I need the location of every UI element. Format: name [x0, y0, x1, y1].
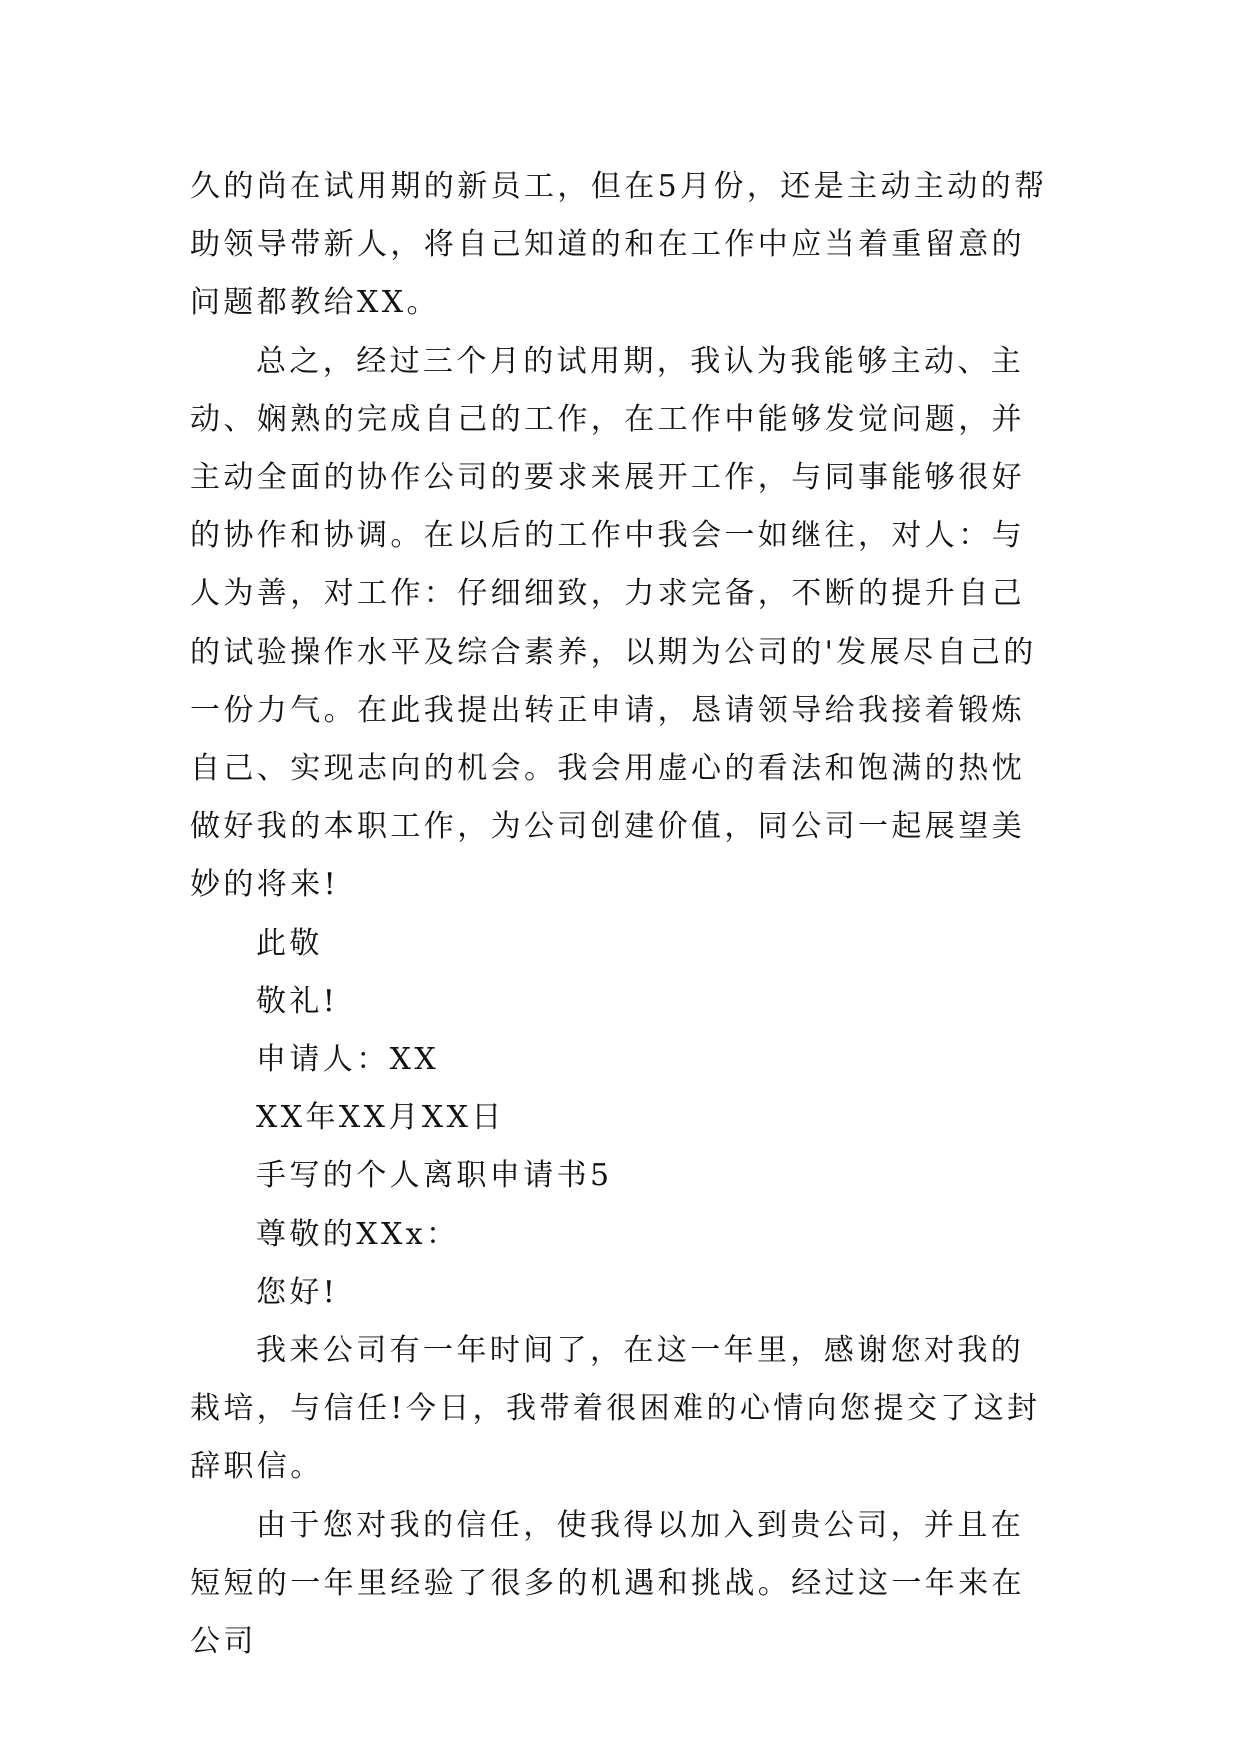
paragraph-summary: 总之，经过三个月的试用期，我认为我能够主动、主动、娴熟的完成自己的工作，在工作中能够发觉问题，并主动全面的协作公司的要求来展开工作，与同事能够很好的协作和协调。在以后的工作中我会一如继往，对人：与人为善，对工作：仔细细致，力求完备，不断的提升自己的试验操作水平及综合素养，以期为公司的'发展尽自己的一份力气。在此我提出转正申请，恳请领导给我接着锻炼自己、实现志向的机会。我会用虚心的看法和饱满的热忱做好我的本职工作，为公司创建价值，同公司一起展望美妙的将来!	[190, 343, 1037, 903]
closing-salutation: 此敬	[256, 925, 323, 961]
paragraph-continuation: 久的尚在试用期的新员工，但在5月份，还是主动主动的帮助领导带新人，将自己知道的和在工作中应当着重留意的问题都教给XX。	[190, 169, 1048, 321]
applicant-line: 申请人：XX	[256, 1042, 440, 1078]
document-body	[190, 158, 1052, 1671]
greeting-hello: 您好!	[256, 1274, 339, 1310]
date-line: XX年XX月XX日	[256, 1100, 505, 1136]
closing-regards: 敬礼!	[256, 983, 339, 1019]
paragraph-resignation-body: 由于您对我的信任，使我得以加入到贵公司，并且在短短的一年里经验了很多的机遇和挑战。经过这一年来在公司	[190, 1507, 1025, 1660]
section-title: 手写的个人离职申请书5	[256, 1158, 613, 1194]
greeting-recipient: 尊敬的XXx：	[256, 1216, 460, 1252]
paragraph-resignation-intro: 我来公司有一年时间了，在这一年里，感谢您对我的栽培，与信任!今日，我带着很困难的心情向您提交了这封辞职信。	[190, 1333, 1041, 1485]
